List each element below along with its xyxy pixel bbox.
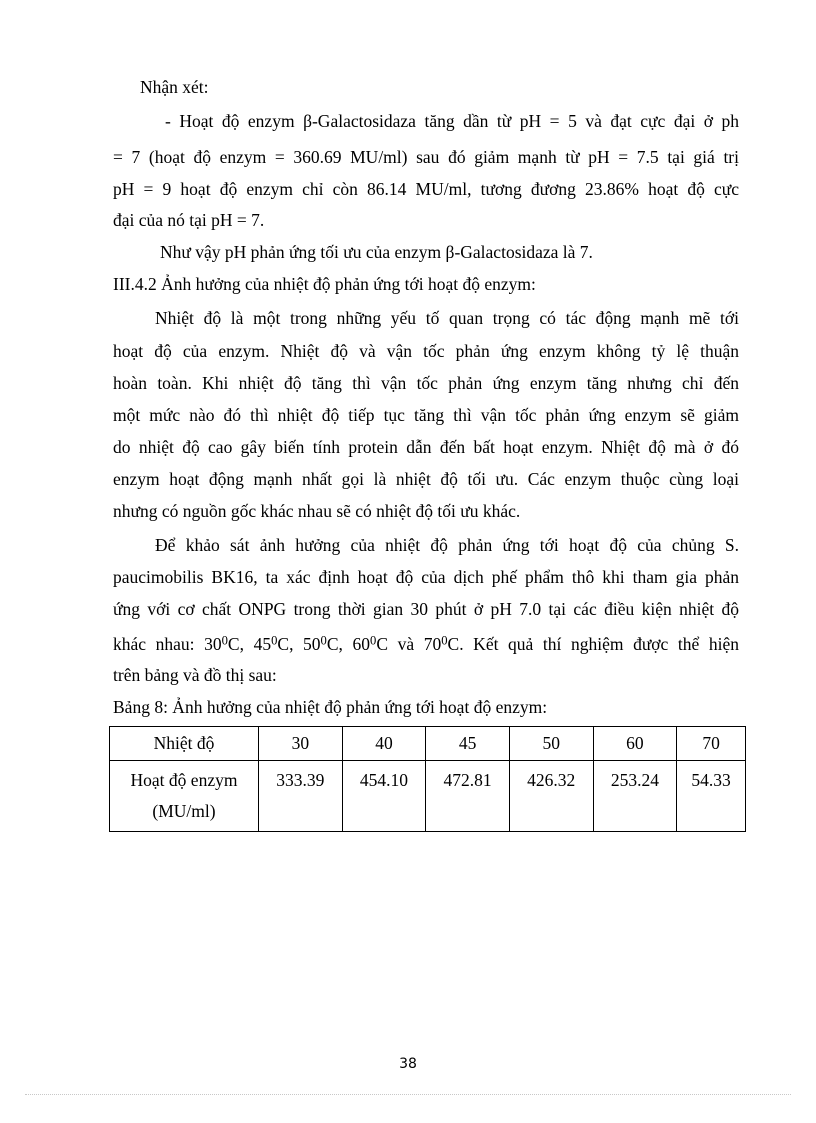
degree-mark: 0 — [441, 633, 448, 648]
comment-heading: Nhận xét: — [140, 77, 209, 97]
unit-c: C — [326, 634, 339, 654]
paragraph-1-line-6: enzym hoạt động mạnh nhất gọi là nhiệt độ tối ưu. Các enzym thuộc cùng loại — [113, 469, 739, 489]
comment-line-4: đại của nó tại pH = 7. — [113, 210, 265, 230]
unit-c: C — [376, 634, 388, 654]
paragraph-1-line-4: một mức nào đó thì nhiệt độ tiếp tục tăng thì vận tốc phản ứng enzym sẽ giảm — [113, 405, 739, 425]
temps-suffix: . Kết quả thí nghiệm được thể hiện — [459, 634, 740, 654]
comment-line-2: = 7 (hoạt độ enzym = 360.69 MU/ml) sau đó giảm mạnh từ pH = 7.5 tại giá trị — [113, 147, 739, 167]
page-number: 38 — [399, 1056, 417, 1072]
paragraph-2-line-2: paucimobilis BK16, ta xác định hoạt độ của dịch phế phẩm thô khi tham gia phản — [113, 567, 739, 587]
table-cell-temperature: 40 — [342, 727, 426, 761]
conclusion-line: Như vậy pH phản ứng tối ưu của enzym β-Galactosidaza là 7. — [160, 242, 593, 262]
degree-mark: 0 — [320, 633, 327, 648]
paragraph-2-line-5: trên bảng và đồ thị sau: — [113, 665, 277, 685]
table-cell-activity: 253.24 — [593, 761, 677, 832]
unit-c: C — [447, 634, 460, 654]
section-heading: III.4.2 Ảnh hưởng của nhiệt độ phản ứng tới hoạt độ enzym: — [113, 274, 536, 294]
table-cell-activity: 454.10 — [342, 761, 426, 832]
table-cell-temperature: 30 — [259, 727, 343, 761]
table-header-label: Nhiệt độ — [110, 727, 259, 761]
temperature-activity-table — [109, 726, 746, 832]
paragraph-1-line-3: hoàn toàn. Khi nhiệt độ tăng thì vận tốc phản ứng enzym tăng nhưng chỉ đến — [113, 373, 739, 393]
table-caption: Bảng 8: Ảnh hưởng của nhiệt độ phản ứng tới hoạt độ enzym: — [113, 697, 548, 717]
table-cell-temperature: 70 — [677, 727, 746, 761]
table-cell-temperature: 60 — [593, 727, 677, 761]
table-cell-activity: 333.39 — [259, 761, 343, 832]
degree-mark: 0 — [221, 633, 228, 648]
temp-45: 45 — [253, 634, 272, 654]
paragraph-2-line-4 — [113, 633, 739, 655]
temp-70: 70 — [423, 634, 442, 654]
table-row-label — [110, 761, 259, 832]
degree-mark: 0 — [370, 633, 377, 648]
sep: , — [289, 634, 304, 654]
degree-mark: 0 — [271, 633, 278, 648]
temp-60: 60 — [352, 634, 371, 654]
table-row-activity — [110, 761, 746, 832]
paragraph-2-line-3: ứng với cơ chất ONPG trong thời gian 30 phút ở pH 7.0 tại các điều kiện nhiệt độ — [113, 599, 739, 619]
table-row-temperature — [110, 727, 746, 761]
table-cell-temperature: 50 — [509, 727, 593, 761]
footer-divider — [25, 1094, 791, 1095]
table-cell-activity: 472.81 — [426, 761, 510, 832]
table-cell-activity: 426.32 — [509, 761, 593, 832]
paragraph-1-line-7: nhưng có nguồn gốc khác nhau sẽ có nhiệt độ tối ưu khác. — [113, 501, 521, 521]
table-cell-temperature: 45 — [426, 727, 510, 761]
table-cell-activity: 54.33 — [677, 761, 746, 832]
sep: , — [338, 634, 353, 654]
row-label-line-2: (MU/ml) — [152, 801, 216, 821]
comment-line-3: pH = 9 hoạt độ enzym chỉ còn 86.14 MU/ml, tương đương 23.86% hoạt độ cực — [113, 179, 739, 199]
temp-30: 30 — [204, 634, 222, 654]
paragraph-1-line-2: hoạt độ của enzym. Nhiệt độ và vận tốc phản ứng enzym không tỷ lệ thuận — [113, 341, 739, 361]
temp-50: 50 — [303, 634, 321, 654]
unit-c: C — [227, 634, 240, 654]
temps-prefix: khác nhau: — [113, 634, 205, 654]
and-word: và — [388, 634, 424, 654]
sep: , — [239, 634, 254, 654]
paragraph-1-line-5: do nhiệt độ cao gây biến tính protein dẫn đến bất hoạt enzym. Nhiệt độ mà ở đó — [113, 437, 739, 457]
unit-c: C — [277, 634, 290, 654]
paragraph-1-line-1: Nhiệt độ là một trong những yếu tố quan trọng có tác động mạnh mẽ tới — [155, 308, 739, 328]
paragraph-2-line-1: Để khảo sát ảnh hưởng của nhiệt độ phản ứng tới hoạt độ của chủng S. — [155, 535, 739, 555]
row-label-line-1: Hoạt độ enzym — [130, 770, 238, 790]
comment-line-1: - Hoạt độ enzym β-Galactosidaza tăng dần từ pH = 5 và đạt cực đại ở ph — [165, 111, 739, 131]
